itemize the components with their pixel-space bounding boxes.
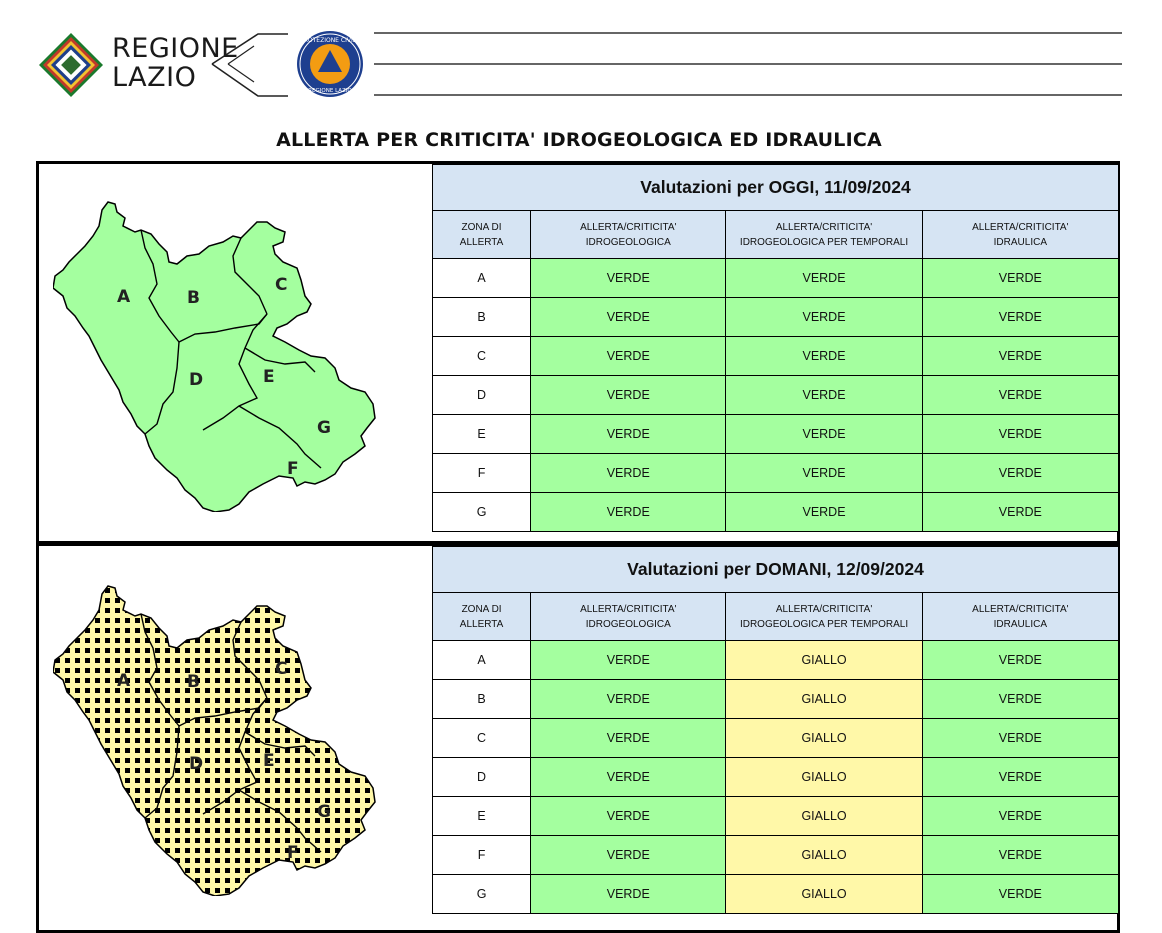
- level-cell: GIALLO: [726, 797, 922, 836]
- table-row: [433, 259, 1119, 298]
- zone-cell: D: [433, 376, 531, 415]
- level-cell: VERDE: [922, 298, 1118, 337]
- table-tomorrow-heading: Valutazioni per DOMANI, 12/09/2024: [433, 547, 1119, 593]
- table-today-heading: Valutazioni per OGGI, 11/09/2024: [433, 165, 1119, 211]
- level-cell: VERDE: [726, 337, 922, 376]
- level-cell: VERDE: [531, 875, 726, 914]
- zone-cell: E: [433, 415, 531, 454]
- zone-cell: C: [433, 719, 531, 758]
- pc-logo-text-bottom: REGIONE LAZIO: [308, 88, 352, 94]
- zone-cell: B: [433, 680, 531, 719]
- regione-lazio-crest-logo: [38, 32, 104, 98]
- level-cell: VERDE: [531, 259, 726, 298]
- table-tomorrow: [432, 546, 1119, 914]
- level-cell: VERDE: [922, 337, 1118, 376]
- level-cell: GIALLO: [726, 836, 922, 875]
- brand-wordmark: [112, 34, 239, 92]
- level-cell: VERDE: [922, 415, 1118, 454]
- level-cell: VERDE: [726, 259, 922, 298]
- level-cell: VERDE: [726, 298, 922, 337]
- level-cell: GIALLO: [726, 680, 922, 719]
- level-cell: VERDE: [531, 454, 726, 493]
- level-cell: VERDE: [726, 415, 922, 454]
- level-cell: VERDE: [531, 836, 726, 875]
- level-cell: VERDE: [531, 337, 726, 376]
- level-cell: GIALLO: [726, 758, 922, 797]
- table-row: [433, 415, 1119, 454]
- zone-label-d: D: [189, 370, 204, 390]
- level-cell: VERDE: [922, 641, 1118, 680]
- zone-cell: D: [433, 758, 531, 797]
- header-rules: [374, 30, 1122, 100]
- zone-label-e: E: [263, 367, 275, 387]
- zone-cell: G: [433, 493, 531, 532]
- col-header-idrogeologica: ALLERTA/CRITICITA' IDROGEOLOGICA: [531, 211, 726, 259]
- col-header-idraulica: ALLERTA/CRITICITA' IDRAULICA: [922, 211, 1118, 259]
- page-title: ALLERTA PER CRITICITA' IDROGEOLOGICA ED IDRAULICA: [276, 129, 882, 151]
- level-cell: VERDE: [922, 758, 1118, 797]
- zone-cell: C: [433, 337, 531, 376]
- table-row: [433, 758, 1119, 797]
- header: [0, 0, 1162, 115]
- table-row: [433, 719, 1119, 758]
- level-cell: VERDE: [531, 298, 726, 337]
- zone-label-f: F: [287, 843, 299, 863]
- zone-cell: E: [433, 797, 531, 836]
- level-cell: VERDE: [922, 454, 1118, 493]
- level-cell: VERDE: [531, 641, 726, 680]
- zone-label-c: C: [275, 659, 288, 679]
- table-row: [433, 875, 1119, 914]
- col-header-zone: ZONA DI ALLERTA: [433, 211, 531, 259]
- zone-cell: F: [433, 836, 531, 875]
- zone-cell: A: [433, 259, 531, 298]
- zone-label-b: B: [187, 672, 200, 692]
- panel-today: [36, 161, 1120, 546]
- level-cell: VERDE: [922, 376, 1118, 415]
- table-tomorrow-column-headers: [433, 593, 1119, 641]
- table-row: [433, 337, 1119, 376]
- zone-label-c: C: [275, 275, 288, 295]
- level-cell: VERDE: [531, 758, 726, 797]
- table-row: [433, 836, 1119, 875]
- level-cell: VERDE: [531, 415, 726, 454]
- col-header-zone: ZONA DI ALLERTA: [433, 593, 531, 641]
- map-today: [53, 192, 433, 512]
- map-tomorrow: [53, 576, 433, 896]
- level-cell: VERDE: [531, 719, 726, 758]
- zone-label-g: G: [317, 418, 331, 438]
- zone-cell: G: [433, 875, 531, 914]
- panel-tomorrow: [36, 543, 1120, 933]
- level-cell: VERDE: [922, 493, 1118, 532]
- zone-cell: A: [433, 641, 531, 680]
- zone-label-e: E: [263, 751, 275, 771]
- pc-logo-text-top: PROTEZIONE CIVILE: [300, 37, 360, 44]
- col-header-temporali: ALLERTA/CRITICITA' IDROGEOLOGICA PER TEMPORALI: [726, 593, 922, 641]
- table-row: [433, 298, 1119, 337]
- level-cell: VERDE: [726, 493, 922, 532]
- table-row: [433, 376, 1119, 415]
- level-cell: VERDE: [531, 376, 726, 415]
- col-header-temporali: ALLERTA/CRITICITA' IDROGEOLOGICA PER TEMPORALI: [726, 211, 922, 259]
- brand-line-2: LAZIO: [112, 62, 197, 93]
- table-row: [433, 493, 1119, 532]
- zone-cell: B: [433, 298, 531, 337]
- level-cell: GIALLO: [726, 641, 922, 680]
- zone-label-f: F: [287, 459, 299, 479]
- level-cell: VERDE: [922, 259, 1118, 298]
- table-row: [433, 680, 1119, 719]
- zone-label-a: A: [117, 287, 131, 307]
- zone-label-a: A: [117, 671, 131, 691]
- level-cell: VERDE: [726, 454, 922, 493]
- zone-label-b: B: [187, 288, 200, 308]
- level-cell: VERDE: [922, 680, 1118, 719]
- level-cell: VERDE: [922, 797, 1118, 836]
- zone-label-d: D: [189, 754, 204, 774]
- table-row: [433, 454, 1119, 493]
- level-cell: VERDE: [922, 875, 1118, 914]
- col-header-idrogeologica: ALLERTA/CRITICITA' IDROGEOLOGICA: [531, 593, 726, 641]
- level-cell: VERDE: [726, 376, 922, 415]
- protezione-civile-logo: [296, 30, 364, 98]
- table-row: [433, 641, 1119, 680]
- col-header-idraulica: ALLERTA/CRITICITA' IDRAULICA: [922, 593, 1118, 641]
- level-cell: VERDE: [922, 836, 1118, 875]
- table-row: [433, 797, 1119, 836]
- table-today-column-headers: [433, 211, 1119, 259]
- level-cell: VERDE: [531, 680, 726, 719]
- level-cell: VERDE: [531, 797, 726, 836]
- level-cell: VERDE: [531, 493, 726, 532]
- zone-cell: F: [433, 454, 531, 493]
- level-cell: GIALLO: [726, 875, 922, 914]
- brand-line-1: REGIONE: [112, 33, 239, 64]
- level-cell: VERDE: [922, 719, 1118, 758]
- zone-label-g: G: [317, 802, 331, 822]
- table-today: [432, 164, 1119, 532]
- level-cell: GIALLO: [726, 719, 922, 758]
